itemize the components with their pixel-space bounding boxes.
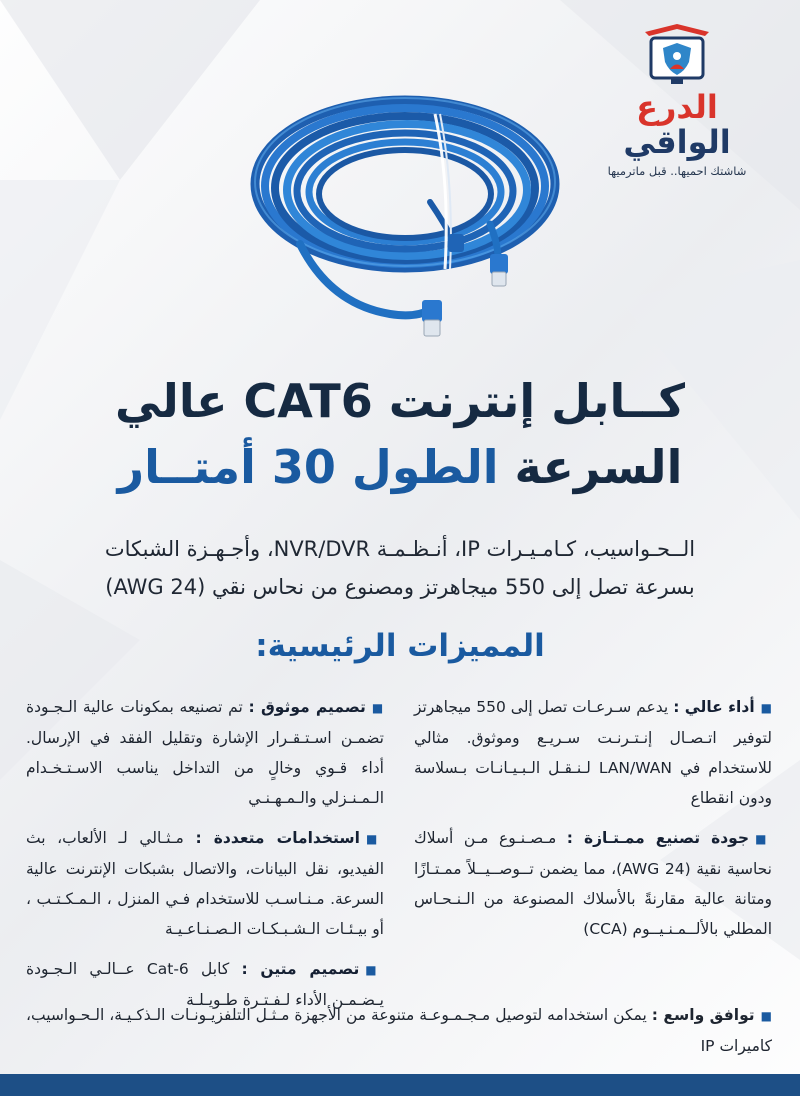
product-subtitle bbox=[40, 530, 760, 606]
feature-multiple-uses bbox=[26, 823, 384, 944]
subtitle-line-1: الــحـواسيب، كـامـيـرات IP، أنـظـمـة NVR/DVR، وأجـهـزة الشبكات bbox=[104, 537, 696, 561]
brand-slogan: شاشتك احميها.. قبل ماترميها bbox=[607, 164, 747, 179]
square-bullet-icon: ■ bbox=[365, 963, 384, 977]
features-left-column bbox=[26, 692, 384, 1025]
feature-text: يدعم سـرعـات تصل إلى 550 ميجاهرتز لتوفير اتـصـال إنـتـرنـت سـريـع وموثوق. مثالي للاستخدام في LAN/WAN لـنـقـل الـبـيـانـات بـسلاسة ودون انقطاع bbox=[414, 698, 772, 807]
shield-logo-icon bbox=[639, 22, 715, 88]
title-line-1: كــابل إنترنت CAT6 عالي bbox=[115, 374, 685, 428]
title-line-2 bbox=[40, 434, 760, 500]
feature-head: أداء عالي : bbox=[673, 698, 755, 716]
brand-name-part2: الواقي bbox=[623, 123, 731, 162]
feature-head: تصميم موثوق : bbox=[248, 698, 366, 716]
feature-head: توافق واسع : bbox=[651, 1006, 755, 1024]
brand-name bbox=[582, 90, 772, 160]
features-heading: المميزات الرئيسية: bbox=[255, 628, 545, 664]
feature-head: استخدامات متعددة : bbox=[195, 829, 360, 847]
feature-high-performance bbox=[414, 692, 772, 813]
feature-build-quality bbox=[414, 823, 772, 944]
product-title bbox=[40, 368, 760, 500]
brand-name-part1: الدرع bbox=[636, 88, 718, 126]
feature-text: يمكن استخدامه لتوصيل مـجـمـوعـة متنوعة من الأجهزة مـثـل التلفزيـونـات الـذكـيـة، الـحـواسيب، كاميرات IP bbox=[26, 1006, 772, 1055]
feature-reliable-design bbox=[26, 692, 384, 813]
square-bullet-icon: ■ bbox=[760, 701, 772, 715]
title-highlight: الطول 30 أمتــار bbox=[117, 440, 499, 494]
feature-head: تصميم متين : bbox=[241, 960, 360, 978]
feature-wide-compatibility bbox=[26, 1000, 772, 1061]
feature-text: تم تصنيعه بمكونات عالية الـجـودة تضمـن اسـتـقـرار الإشارة وتقليل الفقد في الإرسال. أداء قـوي وخالٍ من التداخل يناسب الاسـتـخـدام الـمـنـزلي والـمـهـنـي bbox=[26, 698, 384, 807]
subtitle-line-2: بسرعة تصل إلى 550 ميجاهرتز ومصنوع من نحاس نقي (AWG 24) bbox=[105, 575, 695, 599]
title-line-2-prefix: السرعة bbox=[514, 440, 683, 494]
blue-ethernet-cable-coil bbox=[240, 74, 570, 354]
square-bullet-icon: ■ bbox=[755, 832, 772, 846]
footer-bar bbox=[0, 1074, 800, 1096]
feature-text: كابل Cat-6 عــالـي الـجـودة يـضـمـن الأداء لـفـتـرة طـويـلـة bbox=[26, 960, 384, 1009]
features-right-column bbox=[414, 692, 772, 954]
square-bullet-icon: ■ bbox=[371, 701, 384, 715]
square-bullet-icon: ■ bbox=[365, 832, 384, 846]
feature-head: جودة تصنيع ممـتـازة : bbox=[566, 829, 750, 847]
feature-text: مـصـنـوع مـن أسلاك نحاسية نقية (AWG 24)، مما يضمن تــوصــيــلاً ممـتـازًا ومتانة عالية مقارنةً بالأسلاك المصنوعة من الـنـحـاس المطلي بالألــمـنـيــوم (CCA) bbox=[414, 829, 772, 938]
feature-text: مـثـالي لـ الألعاب، بث الفيديو، نقل البيانات، والاتصال بشبكات الإنترنت عالية السرعة. مـنـاسـب للاستخدام فـي المنزل ، الـمـكـتـب ، أو بيـئـات الـشـبـكـات الـصـنـاعـيـة bbox=[26, 829, 384, 938]
brand-logo bbox=[582, 22, 772, 179]
square-bullet-icon: ■ bbox=[760, 1009, 773, 1023]
